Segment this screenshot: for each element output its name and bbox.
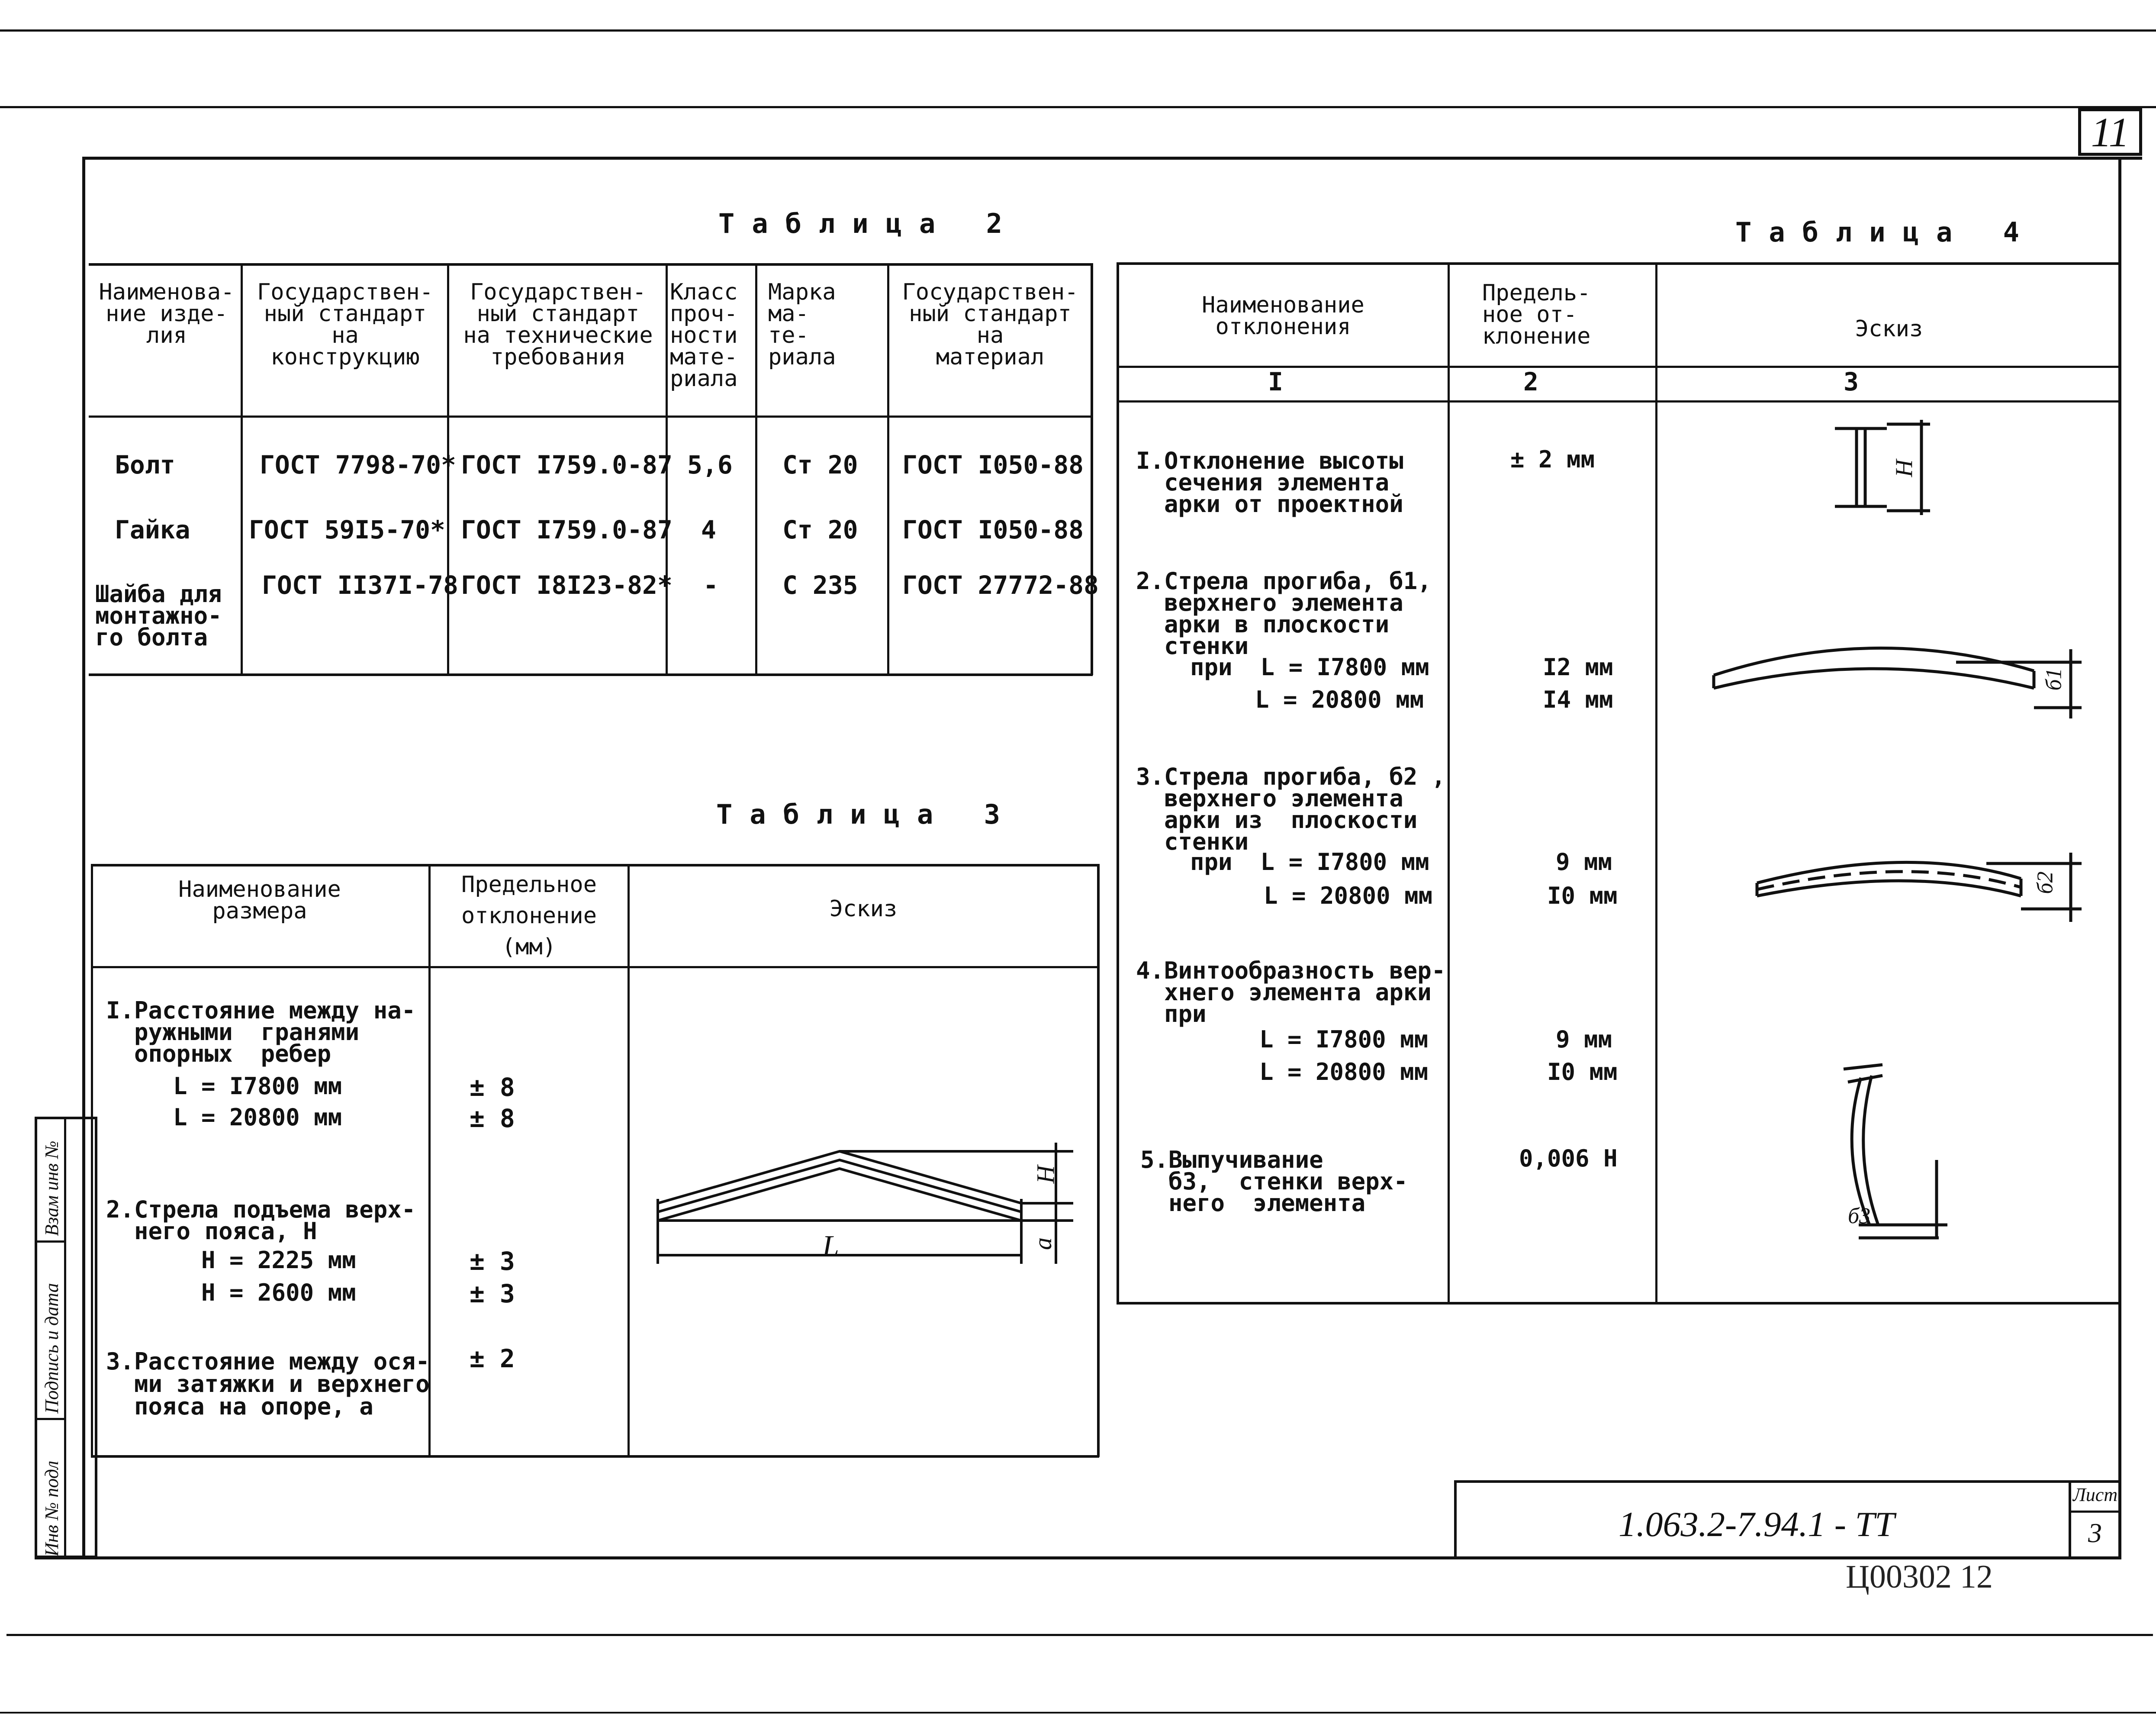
table4-colnum: I bbox=[1268, 367, 1283, 396]
table2-header-gost-material: Государствен- ный стандарт на материал bbox=[902, 279, 1078, 370]
table3-header-deviation: Предельное отклонение (мм) bbox=[461, 872, 597, 960]
table2-header-gost-construction: Государствен- ный стандарт на конструкцию bbox=[257, 279, 433, 370]
table4-item-value: I4 мм bbox=[1543, 686, 1613, 713]
table2-row-gost-material: ГОСТ 27772-88 bbox=[902, 570, 1099, 600]
table4-title: Таблица 4 bbox=[1735, 216, 2037, 248]
table3-item-sub: Н = 2600 мм bbox=[201, 1279, 356, 1306]
table3-header-bottom bbox=[91, 966, 1099, 968]
table2-row-gost-material: ГОСТ I050-88 bbox=[902, 450, 1084, 480]
table3-right bbox=[1097, 864, 1100, 1457]
table4-item-sub: L = 20800 мм bbox=[1255, 686, 1424, 713]
table3-item-sub: L = I7800 мм bbox=[173, 1073, 342, 1100]
table4-sketch-label-delta2: б2 bbox=[2033, 871, 2058, 894]
archive-number: Ц00302 12 bbox=[1846, 1559, 1993, 1595]
table4-header-name: Наименование отклонения bbox=[1202, 292, 1364, 340]
table2-header-grade: Марка ма- те- риала bbox=[768, 279, 836, 370]
table2-row-name: Болт bbox=[115, 450, 175, 480]
table4-item-text: 2.Стрела прогиба, б1, верхнего элемента арки в плоскости стенки bbox=[1136, 567, 1432, 660]
top-rule-1 bbox=[0, 29, 2156, 32]
table4-bottom bbox=[1117, 1302, 2121, 1305]
table4-colnum: 2 bbox=[1523, 367, 1538, 396]
table3-sketch-label-l: L bbox=[822, 1230, 839, 1263]
table4-item-text: 4.Винтообразность вер- хнего элемента арки при bbox=[1136, 957, 1446, 1028]
table2-row-gost-construction: ГОСТ II37I-78 bbox=[262, 570, 458, 600]
table3-item-text: I.Расстояние между на- ружными гранями опорных ребер bbox=[106, 997, 416, 1067]
table4-col bbox=[1448, 262, 1450, 1305]
side-stamp-row bbox=[37, 1418, 64, 1420]
table2-row-gost-material: ГОСТ I050-88 bbox=[902, 515, 1084, 544]
bottom-rule bbox=[6, 1634, 2153, 1636]
side-stamp-inventory: Инв № подл bbox=[41, 1460, 62, 1556]
table4-header-sketch: Эскиз bbox=[1855, 316, 1923, 342]
table2-row-gost-construction: ГОСТ 59I5-70* bbox=[249, 515, 445, 544]
side-stamp-signature: Подпись и дата bbox=[41, 1283, 62, 1414]
table2-row-strength-class: - bbox=[703, 570, 718, 600]
table2-row-grade: С 235 bbox=[782, 570, 858, 600]
document-designation: 1.063.2-7.94.1 - ТТ bbox=[1619, 1504, 1895, 1544]
table4-item-value: 9 мм bbox=[1556, 848, 1612, 876]
table3-item-sub: L = 20800 мм bbox=[173, 1104, 342, 1131]
table4-ibeam-sketch bbox=[1818, 416, 1939, 519]
table2-row-gost-technical: ГОСТ I759.0-87 bbox=[461, 450, 673, 480]
table4-item-sub: L = I7800 мм bbox=[1259, 1026, 1429, 1053]
table3-item-value: ± 8 bbox=[470, 1073, 515, 1102]
sheet-label: Лист bbox=[2073, 1484, 2118, 1505]
table2-row-gost-technical: ГОСТ I8I23-82* bbox=[461, 570, 673, 600]
table2-row-gost-construction: ГОСТ 7798-70* bbox=[260, 450, 456, 480]
table3-sketch-label-h: H bbox=[1031, 1165, 1060, 1184]
table4-arc-inplane-sketch bbox=[1701, 623, 2090, 727]
title-block-left bbox=[1454, 1480, 1457, 1558]
side-stamp-divider bbox=[64, 1119, 66, 1556]
table4-header-deviation: Предель- ное от- клонение bbox=[1482, 280, 1591, 349]
table2-header-name: Наименова- ние изде- лия bbox=[99, 279, 235, 348]
table4-item-sub: L = 20800 мм bbox=[1264, 882, 1433, 909]
table2-col bbox=[1091, 263, 1093, 675]
frame-top bbox=[82, 157, 2142, 160]
side-stamp bbox=[35, 1117, 97, 1558]
table3-bottom bbox=[91, 1455, 1099, 1458]
table3-item-text: 3.Расстояние между ося- ми затяжки и верхнего пояса на опоре, а bbox=[106, 1348, 430, 1420]
table2-row-name: Гайка bbox=[115, 515, 190, 544]
table4-header-bottom bbox=[1117, 366, 2121, 368]
table4-item-sub: L = 20800 мм bbox=[1259, 1058, 1429, 1086]
table3-item-sub: Н = 2225 мм bbox=[201, 1247, 356, 1274]
table2-col bbox=[887, 263, 889, 675]
table4-item-sub: при L = I7800 мм bbox=[1190, 654, 1429, 681]
table4-item-value: I2 мм bbox=[1543, 654, 1613, 681]
table4-sketch-label-h: H bbox=[1891, 459, 1918, 477]
table3-item-value: ± 8 bbox=[470, 1104, 515, 1133]
table3-item-value: ± 2 bbox=[470, 1344, 515, 1373]
page-number: 11 bbox=[2078, 108, 2142, 156]
table3-item-text: 2.Стрела подъема верх- него пояса, Н bbox=[106, 1196, 416, 1245]
table4-item-text: I.Отклонение высоты сечения элемента арки от проектной bbox=[1136, 447, 1403, 518]
bottom-rule-2 bbox=[0, 1712, 2156, 1714]
table2-top bbox=[89, 263, 1093, 266]
table4-item-value: 9 мм bbox=[1556, 1026, 1612, 1053]
table4-top bbox=[1117, 262, 2121, 265]
table4-item-text: 3.Стрела прогиба, б2 , верхнего элемента арки из плоскости стенки bbox=[1136, 763, 1446, 855]
table3-item-value: ± 3 bbox=[470, 1247, 515, 1276]
table2-row-name: Шайба для монтажно- го болта bbox=[95, 580, 222, 651]
table2-title: Таблица 2 bbox=[718, 208, 1020, 239]
table4-item-value: I0 мм bbox=[1547, 882, 1618, 909]
table2-col bbox=[241, 263, 243, 675]
table4-item-value: ± 2 мм bbox=[1510, 446, 1595, 473]
table3-sketch-label-a: a bbox=[1029, 1237, 1057, 1250]
title-block-top bbox=[1454, 1480, 2121, 1483]
table4-colnum-bottom bbox=[1117, 400, 2121, 403]
table3-header-name: Наименование размера bbox=[178, 876, 341, 924]
side-stamp-replacement: Взам инв № bbox=[41, 1140, 62, 1236]
table3-col bbox=[627, 864, 630, 1457]
frame-bottom bbox=[35, 1556, 2121, 1559]
title-block-sheet-row bbox=[2069, 1511, 2121, 1513]
table2-col bbox=[755, 263, 757, 675]
table2-row-gost-technical: ГОСТ I759.0-87 bbox=[461, 515, 673, 544]
side-stamp-row bbox=[37, 1240, 64, 1243]
table3-header-sketch: Эскиз bbox=[829, 896, 898, 922]
table2-bottom bbox=[89, 673, 1093, 676]
table2-row-grade: Ст 20 bbox=[782, 515, 858, 544]
table4-item-text: 5.Выпучивание б3, стенки верх- него элемента bbox=[1140, 1146, 1408, 1217]
table2-row-strength-class: 5,6 bbox=[687, 450, 733, 480]
table2-row-grade: Ст 20 bbox=[782, 450, 858, 480]
table4-sketch-label-delta3: б3 bbox=[1848, 1204, 1871, 1228]
title-block-sheet-divider bbox=[2069, 1480, 2071, 1558]
table4-item-value: 0,006 H bbox=[1519, 1145, 1618, 1172]
top-rule-2 bbox=[0, 106, 2156, 108]
table3-truss-sketch bbox=[640, 1125, 1095, 1298]
table3-title: Таблица 3 bbox=[716, 799, 1017, 830]
table4-col bbox=[1655, 262, 1657, 1305]
table2-row-strength-class: 4 bbox=[701, 515, 716, 544]
sheet-number: 3 bbox=[2088, 1517, 2102, 1548]
table3-top bbox=[91, 864, 1099, 866]
table4-sketch-label-delta1: б1 bbox=[2041, 668, 2066, 691]
table2-header-gost-technical: Государствен- ный стандарт на технические требования bbox=[463, 279, 653, 370]
table4-item-value: I0 мм bbox=[1547, 1058, 1618, 1086]
table2-header-strength-class: Класс проч- ности мате- риала bbox=[670, 279, 738, 392]
table4-colnum: 3 bbox=[1844, 367, 1859, 396]
table4-left bbox=[1117, 262, 1119, 1305]
table3-item-value: ± 3 bbox=[470, 1279, 515, 1308]
table4-item-sub: при L = I7800 мм bbox=[1190, 848, 1429, 876]
table2-header-bottom bbox=[89, 416, 1093, 418]
